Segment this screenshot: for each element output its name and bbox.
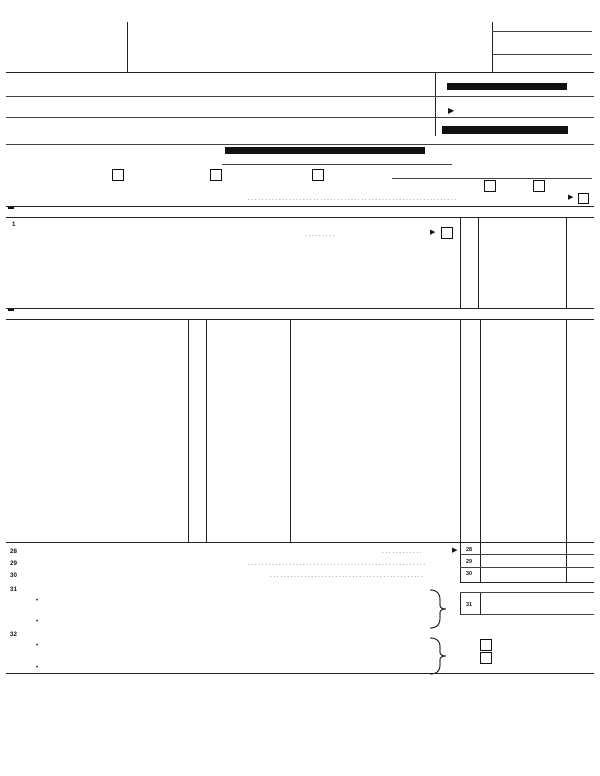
- dots: . . . . . . . . . . . . . . . . . . . . . . . . . . . . . . . . . . . . . . . . . . . . .: [270, 572, 423, 579]
- box-28: 28: [466, 547, 472, 553]
- line-32-num: 32: [10, 631, 17, 638]
- dots: . . . . . . . . . . . . . . . . . . . . . . . . . . . . . . . . . . . . . . . . . . . . . . . . . . . .: [248, 560, 426, 567]
- started-business-checkbox[interactable]: [578, 193, 589, 204]
- cash-checkbox[interactable]: [112, 169, 124, 181]
- bullet-icon: •: [36, 597, 39, 604]
- part1-tag: [8, 207, 14, 209]
- line-h-dots: . . . . . . . . . . . . . . . . . . . . . . . . . . . . . . . . . . . . . . . . . . . . . . . . . . . . . . . . . . . . .: [248, 195, 457, 202]
- box-30: 30: [466, 571, 472, 577]
- redacted-address: [225, 147, 425, 154]
- bullet-icon: •: [36, 642, 39, 649]
- line-29-num: 29: [10, 560, 17, 567]
- arrow-icon: ▶: [430, 229, 436, 236]
- line-28-num: 28: [10, 548, 17, 555]
- redacted-ssn: [447, 83, 567, 90]
- line-31-num: 31: [10, 586, 17, 593]
- arrow-icon: ▶: [568, 194, 574, 201]
- other-method-checkbox[interactable]: [312, 169, 324, 181]
- brace-icon: [428, 636, 450, 676]
- bullet-icon: •: [36, 618, 39, 625]
- part2-tag: [8, 309, 14, 311]
- accrual-checkbox[interactable]: [210, 169, 222, 181]
- dots: . . . . . . . . . . . .: [382, 548, 422, 555]
- line-1-num: 1: [12, 221, 16, 228]
- all-at-risk-checkbox[interactable]: [480, 639, 492, 651]
- statutory-employee-checkbox[interactable]: [441, 227, 453, 239]
- box-29: 29: [466, 559, 472, 565]
- redacted-ein: [442, 126, 568, 134]
- brace-icon: [428, 588, 450, 630]
- line-30-num: 30: [10, 572, 17, 579]
- materially-participate-yes-checkbox[interactable]: [484, 180, 496, 192]
- arrow-icon: ▶: [448, 106, 455, 115]
- some-not-at-risk-checkbox[interactable]: [480, 652, 492, 664]
- materially-participate-no-checkbox[interactable]: [533, 180, 545, 192]
- arrow-icon: ▶: [452, 547, 458, 554]
- line-1-dots: . . . . . . . . .: [305, 231, 335, 238]
- box-31: 31: [466, 602, 472, 608]
- bullet-icon: •: [36, 664, 39, 671]
